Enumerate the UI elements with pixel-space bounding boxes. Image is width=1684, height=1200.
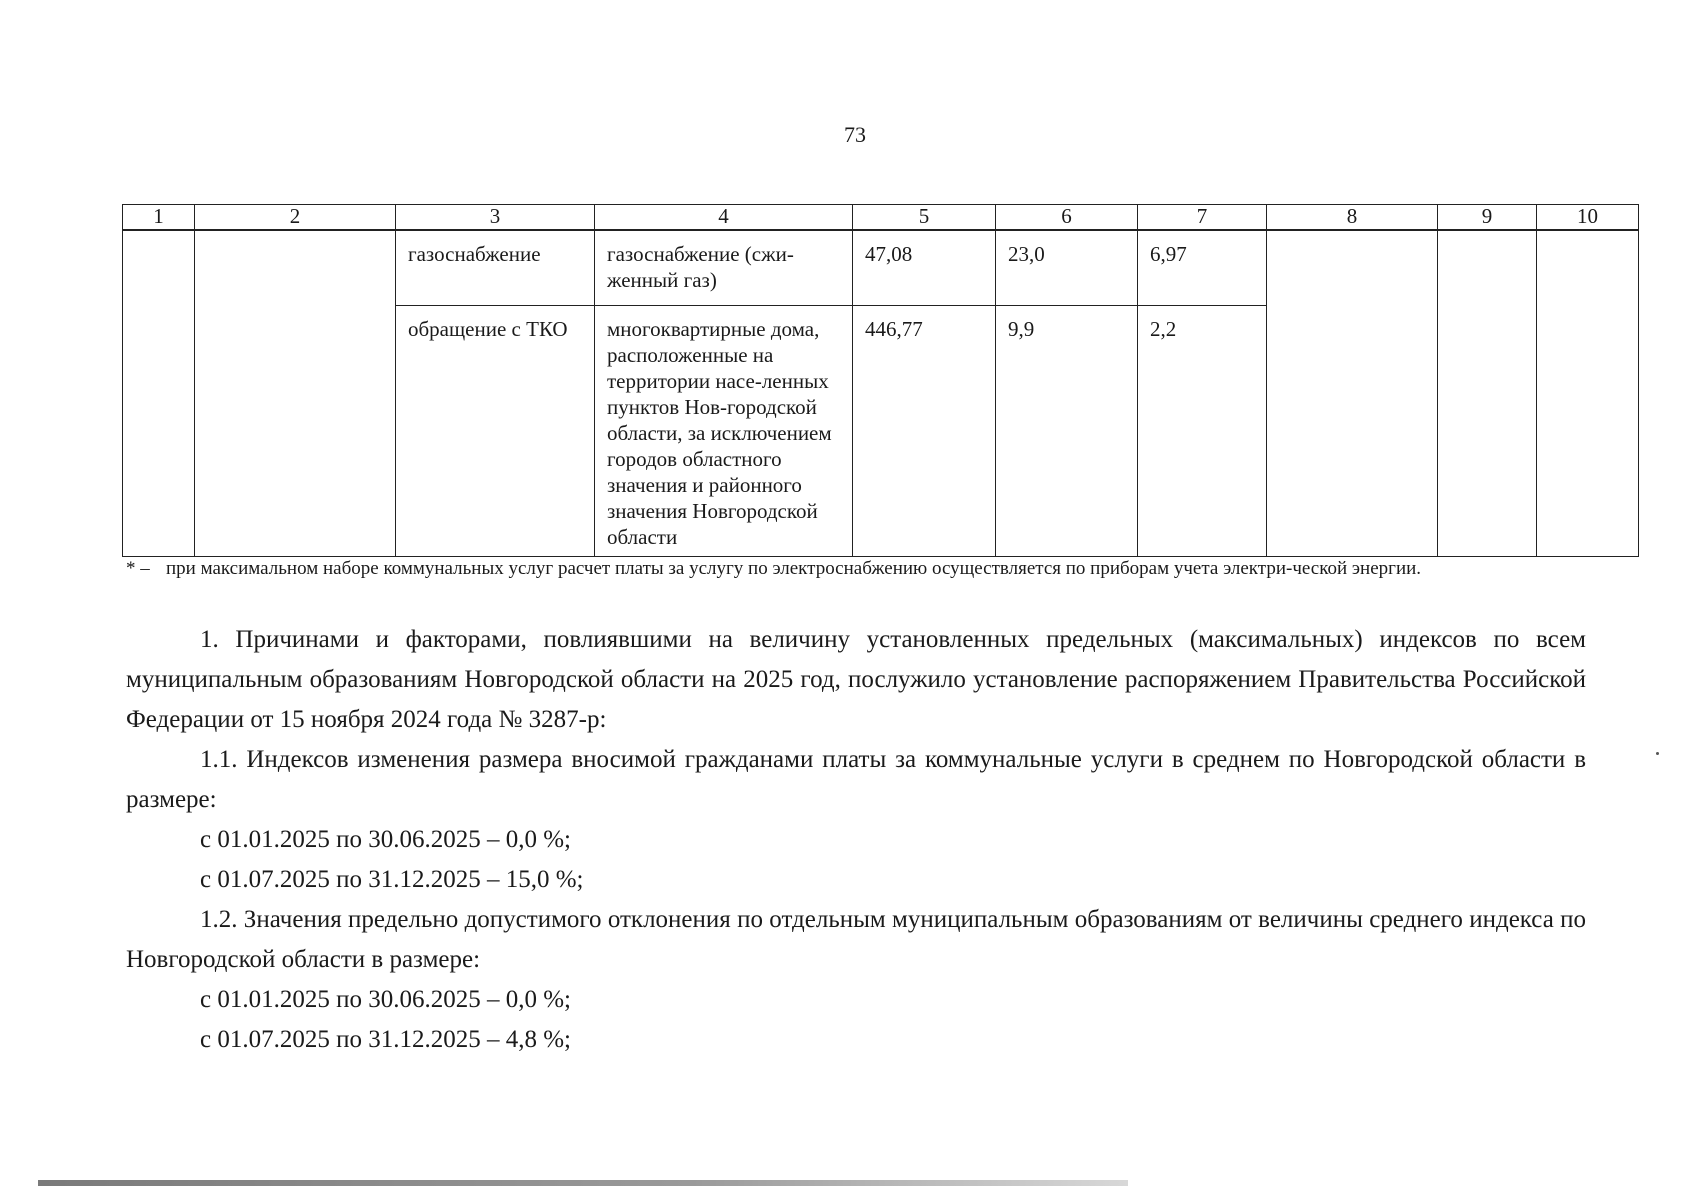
column-header: 7 bbox=[1138, 205, 1267, 231]
table-cell-col2 bbox=[195, 230, 396, 557]
footnote-text: при максимальном наборе коммунальных услуг расчет платы за услугу по электроснабжению осуществляется по приборам учета электри-ческой энергии. bbox=[166, 558, 1422, 579]
footnote-marker: * – bbox=[126, 558, 150, 579]
date-range-line: с 01.01.2025 по 30.06.2025 – 0,0 %; bbox=[200, 826, 571, 853]
table-cell-service: обращение с ТКО bbox=[396, 306, 595, 557]
tariff-table bbox=[122, 204, 1639, 557]
table-cell-col7: 2,2 bbox=[1138, 306, 1267, 557]
column-header: 9 bbox=[1438, 205, 1537, 231]
table-cell-col7: 6,97 bbox=[1138, 230, 1267, 306]
paragraph-average-index: 1.1. Индексов изменения размера вносимой гражданами платы за коммунальные услуги в среднем по Новгородской области в размере: bbox=[126, 746, 1586, 813]
table-cell-service: газоснабжение bbox=[396, 230, 595, 306]
date-range-line: с 01.01.2025 по 30.06.2025 – 0,0 %; bbox=[200, 986, 571, 1013]
table-cell-col6: 9,9 bbox=[996, 306, 1138, 557]
column-header: 4 bbox=[595, 205, 853, 231]
table-cell-col9 bbox=[1438, 230, 1537, 557]
column-header: 5 bbox=[853, 205, 996, 231]
table-cell-col8 bbox=[1267, 230, 1438, 557]
table-cell-col6: 23,0 bbox=[996, 230, 1138, 306]
table-cell-col10 bbox=[1537, 230, 1639, 557]
table-cell-description: газоснабжение (сжи-женный газ) bbox=[595, 230, 853, 306]
column-header: 10 bbox=[1537, 205, 1639, 231]
paragraph-max-deviation: 1.2. Значения предельно допустимого отклонения по отдельным муниципальным образованиям от величины среднего индекса по Новгородской области в размере: bbox=[126, 906, 1586, 973]
table-cell-col5: 47,08 bbox=[853, 230, 996, 306]
table-cell-col5: 446,77 bbox=[853, 306, 996, 557]
column-header: 6 bbox=[996, 205, 1138, 231]
column-header: 3 bbox=[396, 205, 595, 231]
footnote bbox=[126, 556, 1586, 582]
column-header: 2 bbox=[195, 205, 396, 231]
date-range-line: с 01.07.2025 по 31.12.2025 – 15,0 %; bbox=[200, 866, 584, 893]
body-text bbox=[126, 620, 1586, 1060]
table-cell-col1 bbox=[123, 230, 195, 557]
table-row bbox=[123, 230, 1639, 306]
page-number: 73 bbox=[844, 122, 866, 147]
column-header: 8 bbox=[1267, 205, 1438, 231]
column-header: 1 bbox=[123, 205, 195, 231]
scan-speck bbox=[1656, 752, 1659, 755]
scan-edge-line bbox=[38, 1180, 1128, 1186]
table-cell-description: многоквартирные дома, расположенные на территории насе-ленных пунктов Нов-городской области, за исключением городов областного значения и районного значения Новгородской области bbox=[595, 306, 853, 557]
table-header-row bbox=[123, 205, 1639, 231]
date-range-line: с 01.07.2025 по 31.12.2025 – 4,8 %; bbox=[200, 1026, 571, 1053]
paragraph-causes: 1. Причинами и факторами, повлиявшими на величину установленных предельных (максимальных) индексов по всем муниципальным образованиям Новгородской области на 2025 год, послужило установление распоряжением Правительства Российской Федерации от 15 ноября 2024 года № 3287-р: bbox=[126, 626, 1586, 733]
